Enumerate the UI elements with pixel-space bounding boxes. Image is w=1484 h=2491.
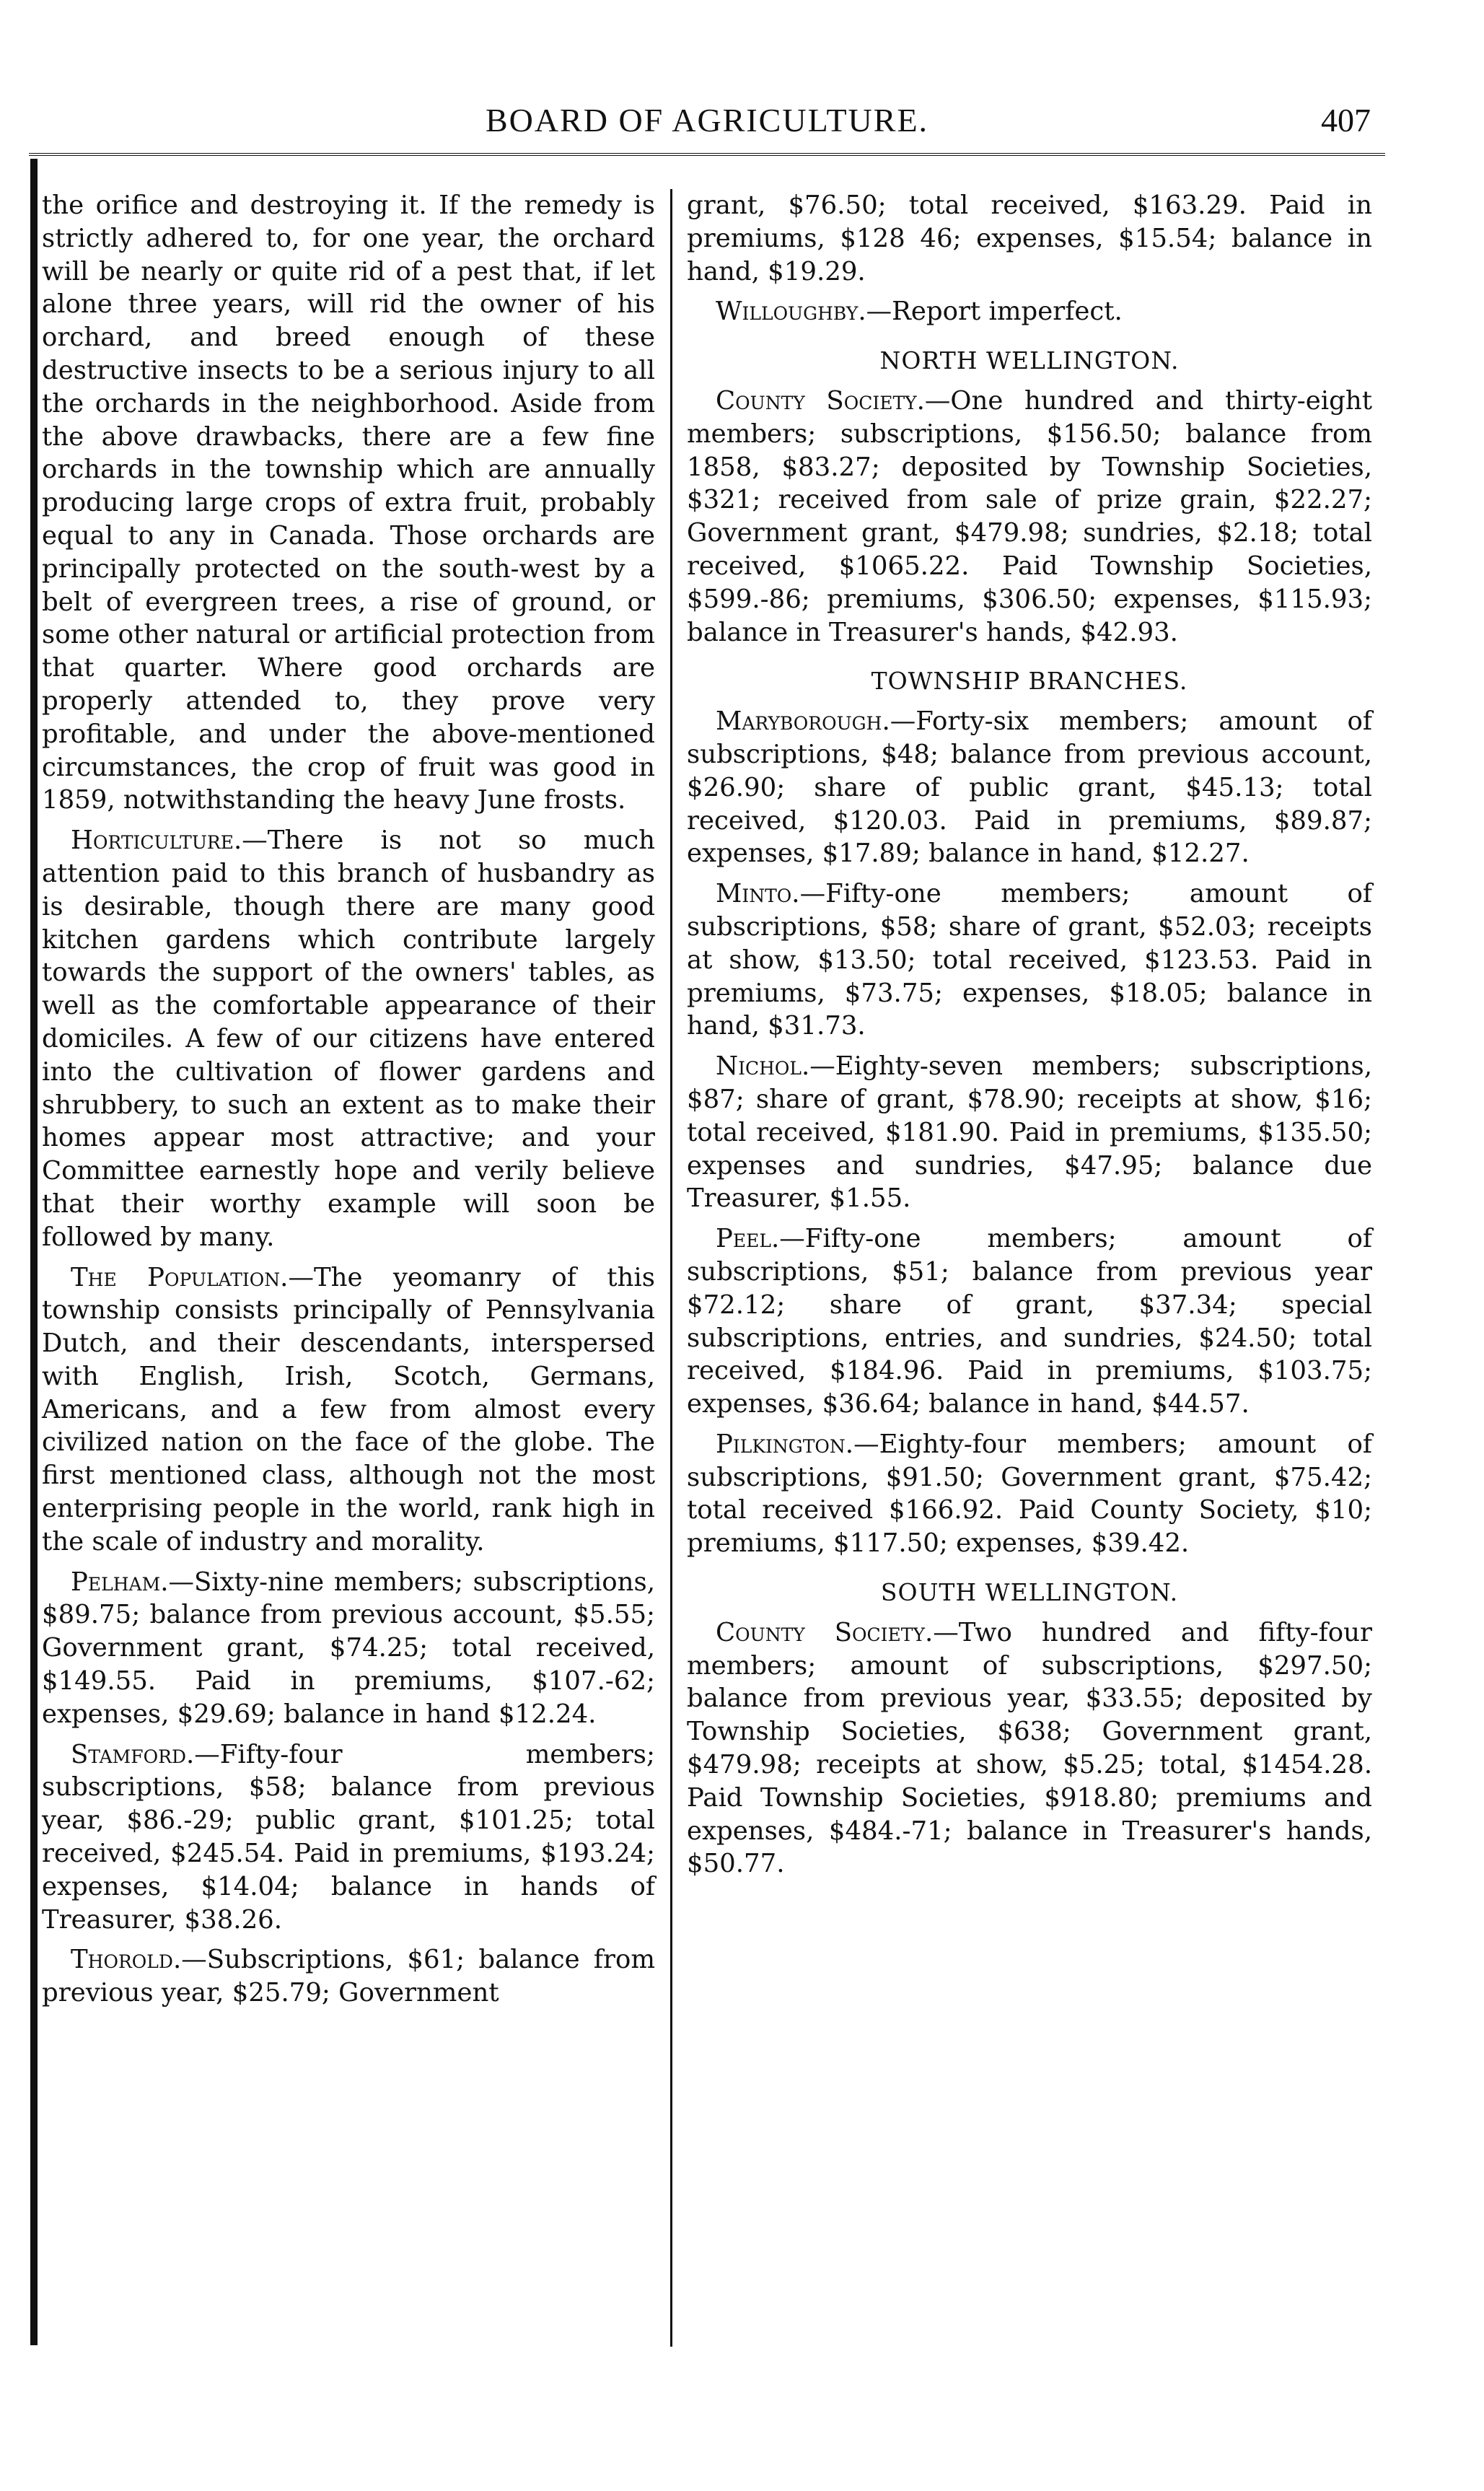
run-in-heading: Peel.: [716, 1224, 780, 1254]
paragraph-orchards: the orifice and destroying it. If the remedy is strictly adhered to, for one year, the orchard will be nearly or quite rid of a pest that, if let alone three years, will rid the owner of his orchard, and breed enough of these destructive insects to be a serious injury to all the orchards in the neighborhood. Aside from the above drawbacks, there are a few fine orchards in the township which are annually producing large crops of extra fruit, probably equal to any in Canada. Those orchards are principally protected on the south-west by a belt of evergreen trees, a rise of ground, or some other natural or artificial protection from that quarter. Where good orchards are properly attended to, they prove very profitable, and under the above-mentioned circumstances, the crop of fruit was good in 1859, notwithstanding the heavy June frosts.: [42, 191, 655, 815]
section-heading-south-wellington: SOUTH WELLINGTON.: [880, 1578, 1179, 1607]
paragraph-pilkington: Pilkington.—Eighty-four members; amount of subscriptions, $91.50; Government grant, $75.42; total received $166.92. Paid County Society, $10; premiums, $117.50; expenses, $39.42.: [687, 1429, 1372, 1559]
run-in-heading: Maryborough.: [716, 706, 890, 737]
paragraph-minto: Minto.—Fifty-one members; amount of subscriptions, $58; share of grant, $52.03; receipts at show, $13.50; total received, $123.53. Paid in premiums, $73.75; expenses, $18.05; balance in hand, $31.73.: [687, 879, 1372, 1041]
run-in-heading: Horticulture.: [71, 826, 242, 856]
run-in-heading: Minto.: [716, 879, 800, 909]
page-header: [29, 101, 1385, 152]
paragraph-maryborough: Maryborough.—Forty-six members; amount of subscriptions, $48; balance from previous account, $26.90; share of public grant, $45.13; total received, $120.03. Paid in premiums, $89.87; expenses, $17.89; balance in hand, $12.27.: [687, 706, 1372, 869]
paragraph-horticulture: Horticulture.—There is not so much attention paid to this branch of husbandry as is desirable, though there are many good kitchen gardens which contribute largely towards the support of the owners' tables, as well as the comfortable appearance of their domiciles. A few of our citizens have entered into the cultivation of flower gardens and shrubbery, to such an extent as to make their homes appear most attractive; and your Committee earnestly hope and verily believe that their worthy example will soon be followed by many.: [42, 826, 655, 1252]
run-in-heading: Thorold.: [71, 1945, 182, 1975]
column-rule: [670, 189, 672, 2347]
header-rule: [29, 153, 1385, 156]
run-in-heading: Stamford.: [71, 1739, 195, 1769]
paragraph-nichol: Nichol.—Eighty-seven members; subscriptions, $87; share of grant, $78.90; receipts at show, $16; total received, $181.90. Paid in premiums, $135.50; expenses and sundries, $47.95; balance due Treasurer, $1.55.: [687, 1051, 1372, 1214]
run-in-heading: County Society.: [716, 385, 925, 416]
left-column: [42, 189, 655, 2010]
paragraph-willoughby: Willoughby.—Report imperfect.: [716, 297, 1123, 327]
run-in-heading: Nichol.: [716, 1051, 810, 1082]
section-heading-north-wellington: NORTH WELLINGTON.: [879, 346, 1180, 375]
paragraph-peel: Peel.—Fifty-one members; amount of subscriptions, $51; balance from previous year $72.12; share of grant, $37.34; special subscriptions, entries, and sundries, $24.50; total received, $184.96. Paid in premiums, $103.75; expenses, $36.64; balance in hand, $44.57.: [687, 1224, 1372, 1419]
paragraph-thorold: Thorold.—Subscriptions, $61; balance from previous year, $25.79; Government: [42, 1945, 655, 2008]
paragraph-stamford: Stamford.—Fifty-four members; subscriptions, $58; balance from previous year, $86.-29; public grant, $101.25; total received, $245.54. Paid in premiums, $193.24; expenses, $14.04; balance in hands of Treasurer, $38.26.: [42, 1739, 655, 1935]
paragraph-pelham: Pelham.—Sixty-nine members; subscriptions, $89.75; balance from previous account, $5.55; Government grant, $74.25; total received, $149.55. Paid in premiums, $107.-62; expenses, $29.69; balance in hand $12.24.: [42, 1567, 655, 1729]
run-in-heading: Pelham.: [71, 1567, 169, 1597]
page-number: 407: [1321, 102, 1371, 139]
section-heading-township-branches: TOWNSHIP BRANCHES.: [871, 667, 1188, 696]
run-in-heading: Pilkington.: [716, 1429, 854, 1459]
right-column: [687, 189, 1372, 1881]
run-in-heading: County Society.: [716, 1617, 934, 1647]
run-in-heading: The Population.: [71, 1262, 289, 1292]
paragraph-north-county-society: County Society.—One hundred and thirty-eight members; subscriptions, $156.50; balance from 1858, $83.27; deposited by Township Societies, $321; received from sale of prize grain, $22.27; Government grant, $479.98; sundries, $2.18; total received, $1065.22. Paid Township Societies, $599.-86; premiums, $306.50; expenses, $115.93; balance in Treasurer's hands, $42.93.: [687, 385, 1372, 647]
running-head: BOARD OF AGRICULTURE.: [485, 102, 929, 139]
run-in-heading: Willoughby.: [716, 297, 866, 327]
binding-shadow: [30, 159, 38, 2345]
paragraph-population: The Population.—The yeomanry of this township consists principally of Pennsylvania Dutch, and their descendants, interspersed with English, Irish, Scotch, Germans, Americans, and a few from almost every civilized nation on the face of the globe. The first mentioned class, although not the most enterprising people in the world, rank high in the scale of industry and morality.: [42, 1262, 655, 1557]
paragraph-south-county-society: County Society.—Two hundred and fifty-four members; amount of subscriptions, $297.50; balance from previous year, $33.55; deposited by Township Societies, $638; Government grant, $479.98; receipts at show, $5.25; total, $1454.28. Paid Township Societies, $918.80; premiums and expenses, $484.-71; balance in Treasurer's hands, $50.77.: [687, 1617, 1372, 1879]
paragraph-thorold-continued: grant, $76.50; total received, $163.29. Paid in premiums, $128 46; expenses, $15.54; balance in hand, $19.29.: [687, 191, 1372, 286]
